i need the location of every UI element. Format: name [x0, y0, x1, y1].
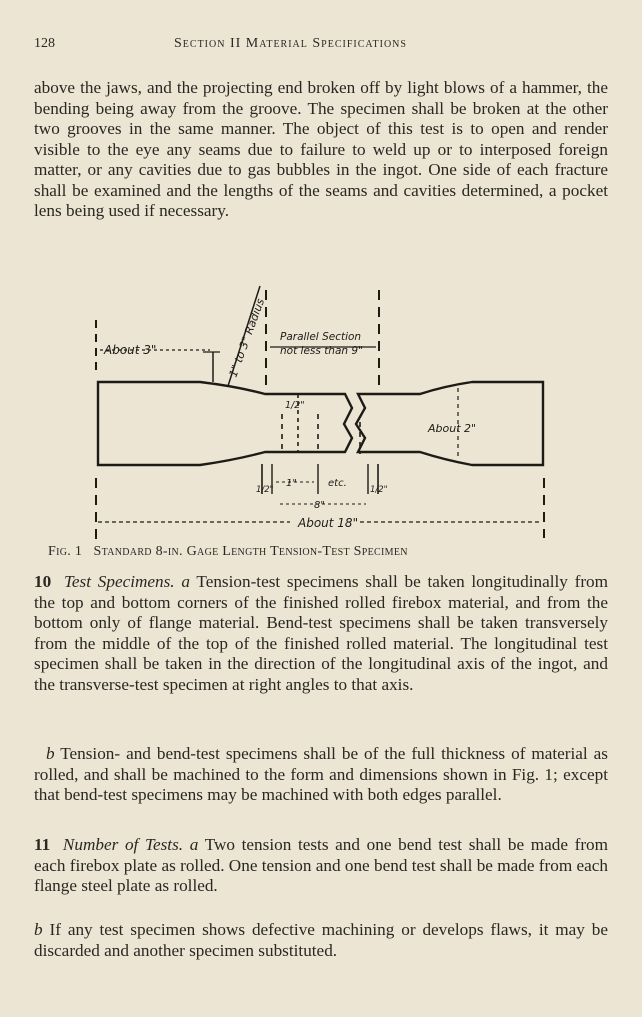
section-10-a-letter: a [181, 572, 190, 591]
label-eight-inch: 8" [314, 500, 325, 511]
figure-caption [48, 544, 608, 560]
label-about-3: About 3" [104, 343, 157, 357]
section-10-a-text: Tension-test specimens shall be taken longitudinally from the top and bottom corners of the finished rolled firebox material, and from the bottom only of flange material. Bend-test specimens shall be taken transversely from the middle of the top of the finished rolled material. The longitudinal test specimen shall be taken in the direction of the longitudinal axis of the ingot, and the transverse-test specimen at right angles to that axis. [34, 572, 609, 694]
label-half-inch-left: 1/2" [256, 485, 274, 495]
intro-paragraph: above the jaws, and the projecting end broken off by light blows of a hammer, the bending being away from the groove. The specimen shall be broken at the other two grooves in the same manner. The object of this test is to open and render visible to the eye any seams due to failure to weld up or to interposed foreign matter, or any cavities due to gas bubbles in the ingot. One side of each fracture shall be examined and the lengths of the seams and cavities determined, a pocket lens being used if necessary. [34, 78, 608, 220]
section-10-b-letter: b [45, 744, 55, 763]
label-etc: etc. [328, 478, 347, 489]
label-half-inch-top: 1/2" [285, 400, 305, 411]
figure-number: Fig. 1 [48, 544, 83, 559]
section-11-title: Number of Tests. [62, 835, 184, 854]
section-11-a [34, 835, 608, 897]
label-half-inch-right: 1/2" [370, 485, 388, 495]
section-10-number: 10 [34, 572, 52, 591]
page-number: 128 [34, 36, 55, 51]
section-11-number: 11 [34, 835, 51, 854]
label-not-less-than-9: not less than 9" [280, 345, 363, 357]
specimen-outline-left [98, 382, 352, 465]
section-10-b-text: Tension- and bend-test specimens shall be of the full thickness of material as rolled, and shall be machined to the form and dimensions shown in Fig. 1; except that bend-test specimens may be machined with both edges parallel. [34, 744, 608, 804]
section-11-b [34, 920, 608, 961]
running-head: Section II Material Specifications [174, 36, 407, 51]
section-11-a-text: Two tension tests and one bend test shall be made from each firebox plate as rolled. One tension and one bend test shall be made from each flange steel plate as rolled. [34, 835, 609, 895]
page-header [34, 36, 612, 56]
section-11-a-letter: a [189, 835, 199, 854]
label-about-18: About 18" [298, 516, 359, 530]
tension-test-specimen-figure [60, 282, 560, 544]
label-radius: 1" to 3" Radius [226, 296, 268, 380]
label-one-inch: 1" [286, 478, 297, 489]
section-10-a [34, 572, 608, 695]
figure-caption-text: Standard 8-in. Gage Length Tension-Test Specimen [93, 544, 408, 559]
section-11-b-letter: b [34, 920, 43, 939]
section-11-b-text: If any test specimen shows defective machining or develops flaws, it may be discarded and another specimen substituted. [34, 920, 608, 960]
section-10-b [34, 744, 608, 806]
label-parallel-section: Parallel Section [280, 331, 362, 343]
section-10-title: Test Specimens. [63, 572, 175, 591]
label-about-2: About 2" [428, 422, 477, 435]
